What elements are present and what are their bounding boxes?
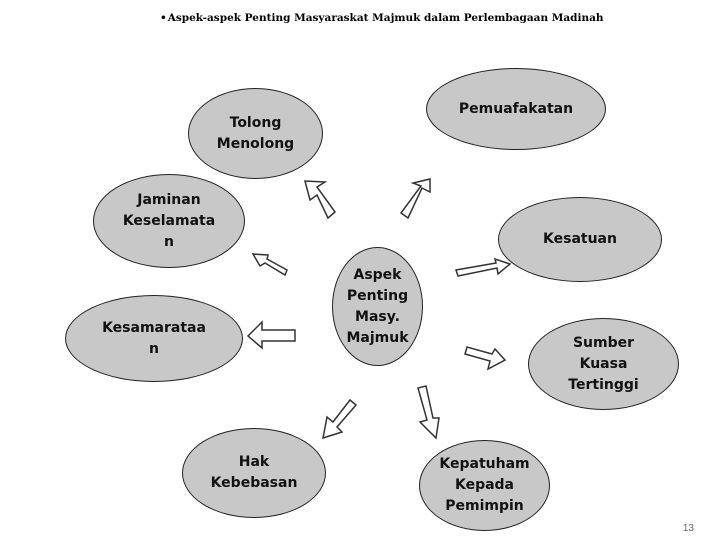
node-sumber-kuasa: Sumber Kuasa Tertinggi bbox=[528, 318, 679, 410]
arrow-to-sumber-kuasa bbox=[465, 347, 505, 369]
arrow-to-kesamarataan bbox=[248, 322, 295, 348]
diagram-title: •Aspek-aspek Penting Masyaraskat Majmuk dalam Perlembagaan Madinah bbox=[160, 12, 604, 24]
arrow-to-jaminan-keselamatan bbox=[253, 254, 287, 275]
node-pemuafakatan: Pemuafakatan bbox=[426, 68, 606, 150]
node-jaminan-keselamatan: Jaminan Keselamata n bbox=[93, 174, 245, 268]
node-tolong-menolong: Tolong Menolong bbox=[188, 88, 323, 179]
page-number: 13 bbox=[682, 523, 694, 534]
node-kepatuhan: Kepatuham Kepada Pemimpin bbox=[419, 440, 550, 531]
arrow-to-kesatuan bbox=[456, 259, 510, 276]
arrow-to-hak-kebebasan bbox=[323, 400, 356, 438]
arrow-to-kepatuhan bbox=[418, 386, 439, 438]
center-node: Aspek Penting Masy. Majmuk bbox=[332, 247, 423, 366]
arrow-to-pemuafakatan bbox=[401, 179, 430, 218]
node-kesamarataan: Kesamarataa n bbox=[65, 295, 243, 382]
arrow-to-tolong-menolong bbox=[305, 181, 335, 218]
node-hak-kebebasan: Hak Kebebasan bbox=[182, 428, 326, 518]
node-kesatuan: Kesatuan bbox=[498, 197, 662, 282]
